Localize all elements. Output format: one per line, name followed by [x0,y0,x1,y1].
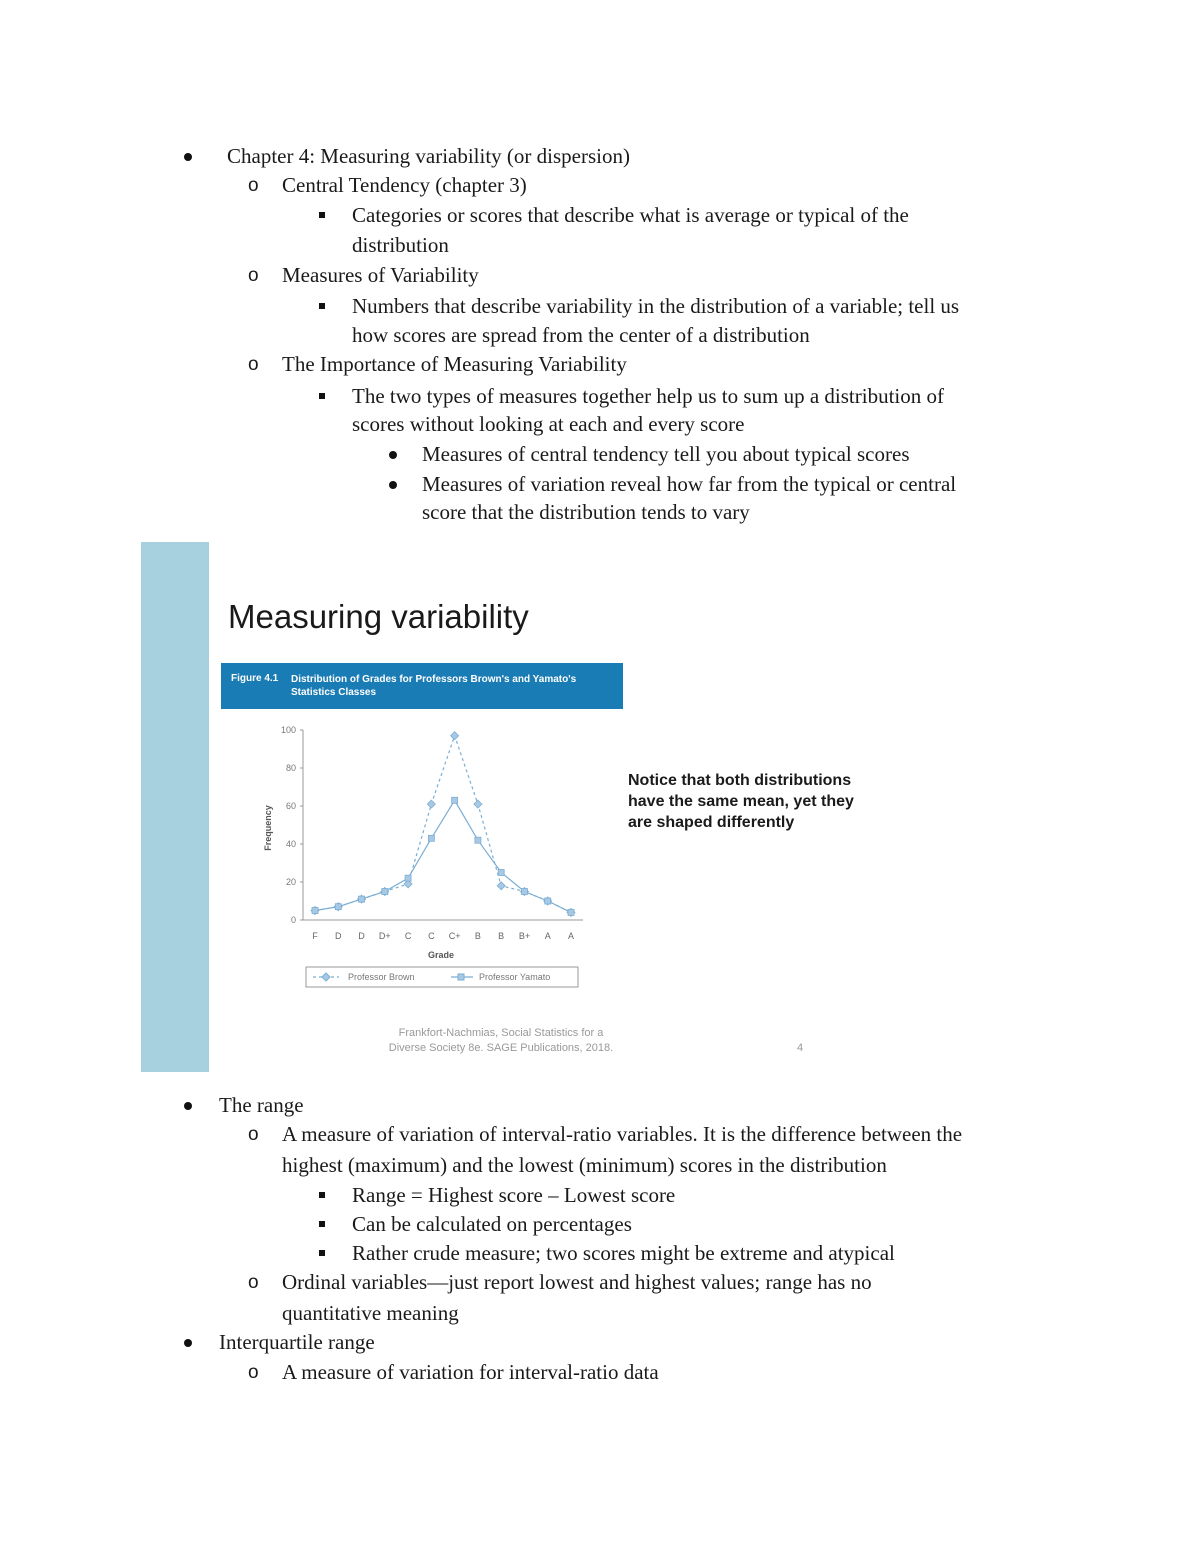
note-line: distribution [352,233,449,257]
data-point-diamond [427,800,435,808]
note-line: highest (maximum) and the lowest (minimum) scores in the distribution [282,1153,887,1177]
bullet-square [319,292,325,309]
x-tick-label: B+ [518,931,531,941]
x-tick-label: C [428,931,435,941]
bullet-disc [389,470,397,489]
data-point-diamond [474,800,482,808]
x-tick-label: B [474,931,481,941]
note-line: Central Tendency (chapter 3) [282,173,527,197]
bullet-square [319,1181,325,1198]
slide-source-citation: Frankfort-Nachmias, Social Statistics for a Diverse Society 8e. SAGE Publications, 2018. [388,1027,614,1054]
data-point-square [405,875,411,881]
note-line: scores without looking at each and every score [352,412,745,436]
legend-square-marker [458,974,464,980]
note-line: Categories or scores that describe what is average or typical of the [352,203,909,227]
bullet-disc [184,1328,192,1347]
data-point-square [568,909,574,915]
data-point-square [498,870,504,876]
x-axis-label: Grade [427,950,455,960]
y-tick-label: 80 [285,763,296,773]
bullet-disc [184,1091,192,1110]
bullet-circle: o [248,265,259,286]
bullet-square [319,1239,325,1256]
x-tick-label: C+ [448,931,461,941]
bullet-square [319,1210,325,1227]
chart-legend [306,967,578,987]
figure-label: Figure 4.1 [231,673,279,684]
data-point-diamond [497,882,505,890]
y-tick-label: 20 [285,877,296,887]
bullet-circle: o [248,1124,259,1145]
data-point-square [312,908,318,914]
data-point-square [382,889,388,895]
x-tick-label: D [335,931,342,941]
x-tick-label: A [567,931,575,941]
slide-title: Measuring variability [228,598,529,635]
bullet-disc [389,440,397,459]
legend-entry-brown: Professor Brown [348,972,415,982]
bullet-circle: o [248,354,259,375]
data-point-square [359,896,365,902]
note-line: The range [219,1093,304,1117]
note-line: Rather crude measure; two scores might be extreme and atypical [352,1241,895,1265]
note-line: score that the distribution tends to vary [422,500,750,524]
bullet-square [319,382,325,399]
y-tick-label: 100 [280,725,296,735]
note-line: Interquartile range [219,1330,375,1354]
slide-accent-bar [141,542,209,1072]
legend-entry-yamato: Professor Yamato [479,972,551,982]
y-tick-label: 60 [285,801,296,811]
note-line: Measures of central tendency tell you about typical scores [422,442,910,466]
bullet-square [319,201,325,218]
y-axis-label: Frequency [263,805,273,851]
figure-banner [221,663,623,709]
note-line: A measure of variation for interval-ratio data [282,1360,659,1384]
note-line: The Importance of Measuring Variability [282,352,627,376]
x-tick-label: D [358,931,365,941]
x-tick-label: D+ [378,931,391,941]
data-point-square [475,837,481,843]
figure-caption: Distribution of Grades for Professors Brown's and Yamato's Statistics Classes [291,674,577,698]
note-line: Chapter 4: Measuring variability (or dispersion) [227,144,630,168]
data-point-square [335,904,341,910]
x-tick-label: B [498,931,505,941]
note-line: how scores are spread from the center of a distribution [352,323,810,347]
slide-notice-text: Notice that both distributions have the same mean, yet they are shaped differently [628,772,854,831]
bullet-circle: o [248,175,259,196]
note-line: Range = Highest score – Lowest score [352,1183,676,1207]
note-line: Measures of Variability [282,263,479,287]
embedded-slide [141,542,1061,1072]
y-tick-label: 40 [285,839,296,849]
note-line: A measure of variation of interval-ratio variables. It is the difference between the [282,1122,963,1146]
note-line: Can be calculated on percentages [352,1212,632,1236]
frequency-line-chart [251,718,591,990]
x-tick-label: C [404,931,412,941]
slide-page-number: 4 [797,1042,804,1054]
series-line-yamato [315,800,571,912]
note-line: Measures of variation reveal how far from the typical or central [422,472,957,496]
data-point-square [452,797,458,803]
data-point-square [521,889,527,895]
bullet-circle: o [248,1362,259,1383]
note-line: Numbers that describe variability in the distribution of a variable; tell us [352,294,960,318]
note-line: The two types of measures together help us to sum up a distribution of [352,384,944,408]
data-point-square [428,835,434,841]
bullet-disc [184,142,192,161]
y-tick-label: 0 [290,915,296,925]
data-point-square [545,898,551,904]
data-point-diamond [451,732,459,740]
note-line: quantitative meaning [282,1301,459,1325]
x-tick-label: F [312,931,318,941]
bullet-circle: o [248,1272,259,1293]
series-line-brown [315,736,571,913]
note-line: Ordinal variables—just report lowest and highest values; range has no [282,1270,872,1294]
legend-diamond-marker [322,973,330,981]
x-tick-label: A [544,931,551,941]
